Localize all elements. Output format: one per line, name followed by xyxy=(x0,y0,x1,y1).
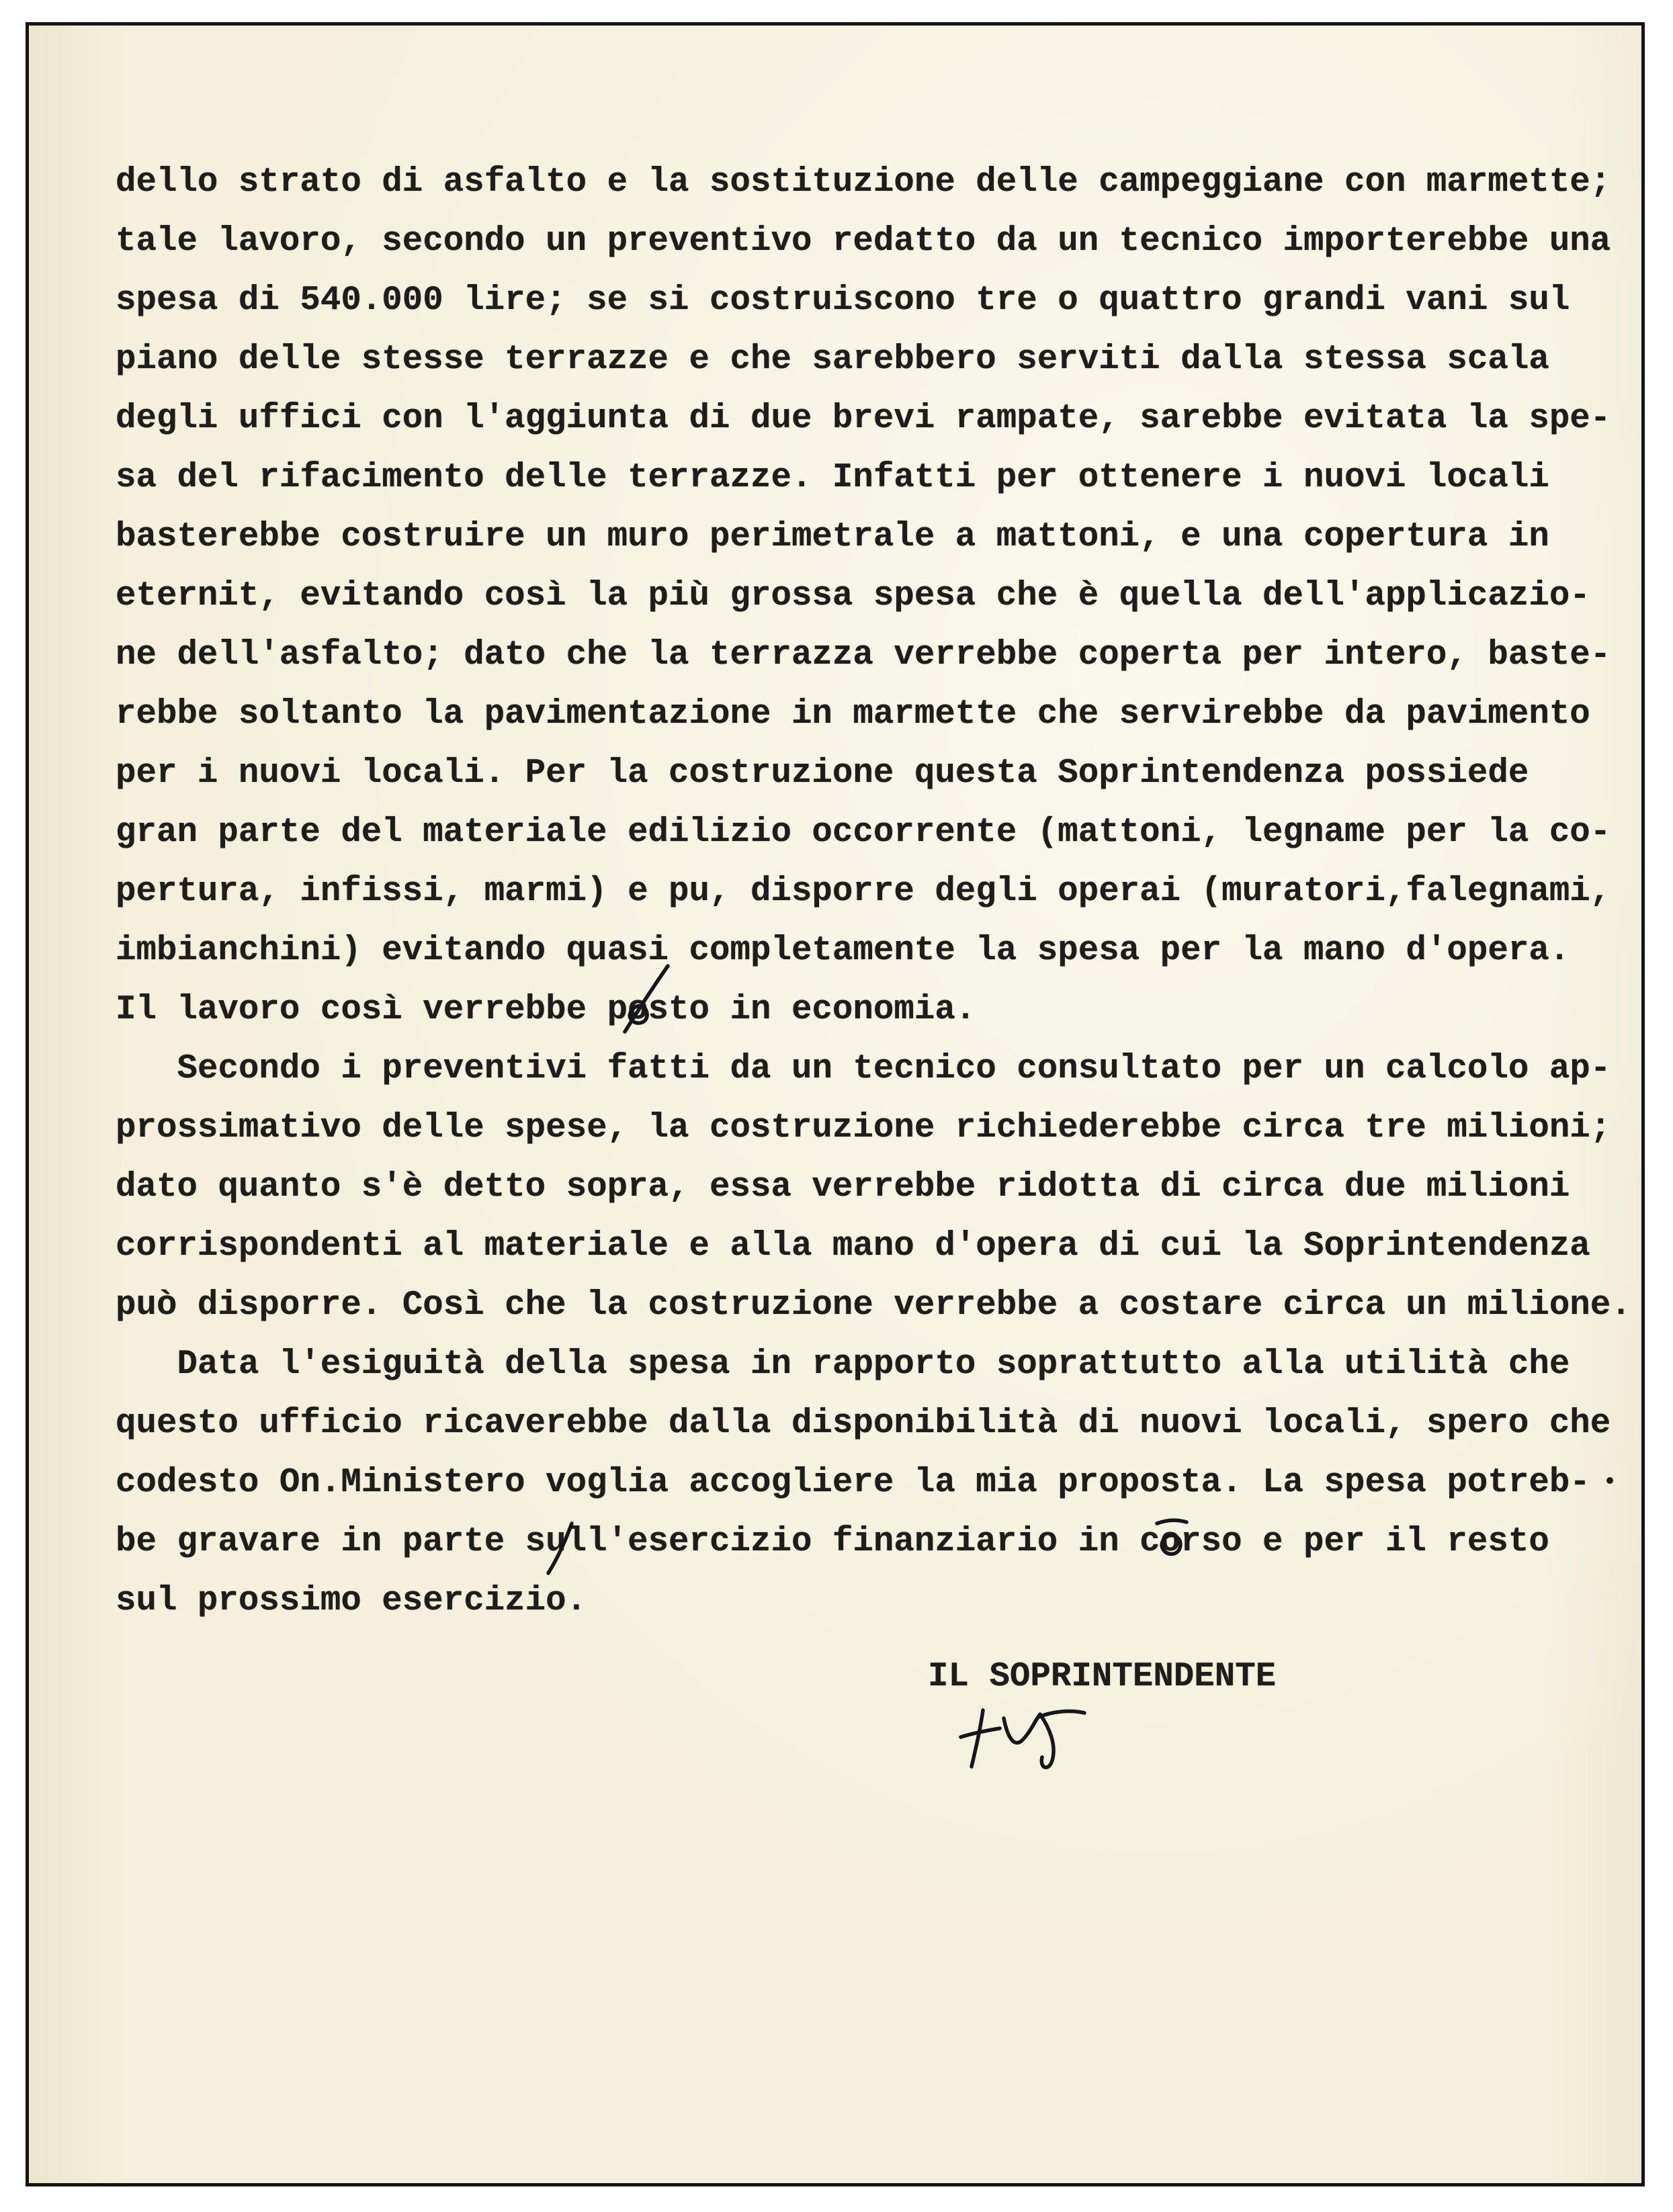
paragraph xyxy=(116,1040,1641,1335)
text-line: Il lavoro così verrebbe posto in economia. xyxy=(116,991,976,1029)
text-line: tale lavoro, secondo un preventivo redatto da un tecnico importerebbe una xyxy=(116,222,1611,261)
text-line: questo ufficio ricaverebbe dalla disponibilità di nuovi locali, spero che xyxy=(116,1405,1611,1443)
text-line: ne dell'asfalto; dato che la terrazza verrebbe coperta per intero, baste- xyxy=(116,636,1611,674)
text-line: Secondo i preventivi fatti da un tecnico consultato per un calcolo ap- xyxy=(177,1050,1611,1088)
paragraph xyxy=(116,1335,1641,1631)
text-line: pertura, infissi, marmi) e pu, disporre degli operai (muratori,falegnami, xyxy=(116,873,1611,911)
text-line: può disporre. Così che la costruzione verrebbe a costare circa un milione. xyxy=(116,1286,1631,1325)
text-line: per i nuovi locali. Per la costruzione questa Soprintendenza possiede xyxy=(116,754,1529,793)
text-line: dato quanto s'è detto sopra, essa verrebbe ridotta di circa due milioni xyxy=(116,1168,1570,1206)
text-line: gran parte del materiale edilizio occorrente (mattoni, legname per la co- xyxy=(116,813,1611,852)
text-line: prossimativo delle spese, la costruzione richiederebbe circa tre milioni; xyxy=(116,1109,1611,1147)
text-line: sul prossimo esercizio. xyxy=(116,1582,587,1620)
text-line: rebbe soltanto la pavimentazione in marmette che servirebbe da pavimento xyxy=(116,695,1590,734)
text-line: eternit, evitando così la più grossa spesa che è quella dell'applicazio- xyxy=(116,577,1590,615)
text-line: imbianchini) evitando quasi completamente la spesa per la mano d'opera. xyxy=(116,932,1570,970)
text-line: basterebbe costruire un muro perimetrale a mattoni, e una copertura in xyxy=(116,518,1549,556)
letter-body xyxy=(116,153,1641,1631)
text-line: piano delle stesse terrazze e che sarebbero serviti dalla stessa scala xyxy=(116,341,1549,379)
paragraph xyxy=(116,153,1641,1040)
text-line: sa del rifacimento delle terrazze. Infatti per ottenere i nuovi locali xyxy=(116,459,1549,497)
signatory-title: IL SOPRINTENDENTE xyxy=(928,1658,1277,1696)
text-line: codesto On.Ministero voglia accogliere la mia proposta. La spesa potreb- xyxy=(116,1464,1590,1502)
text-line: spesa di 540.000 lire; se si costruiscono tre o quattro grandi vani sul xyxy=(116,281,1570,320)
text-line: corrispondenti al materiale e alla mano d'opera di cui la Soprintendenza xyxy=(116,1227,1590,1266)
text-line: Data l'esiguità della spesa in rapporto soprattutto alla utilità che xyxy=(177,1345,1570,1384)
text-line: be gravare in parte sull'esercizio finanziario in corso e per il resto xyxy=(116,1523,1549,1561)
text-line: degli uffici con l'aggiunta di due brevi rampate, sarebbe evitata la spe- xyxy=(116,400,1611,438)
text-line: dello strato di asfalto e la sostituzione delle campeggiane con marmette; xyxy=(116,163,1611,202)
